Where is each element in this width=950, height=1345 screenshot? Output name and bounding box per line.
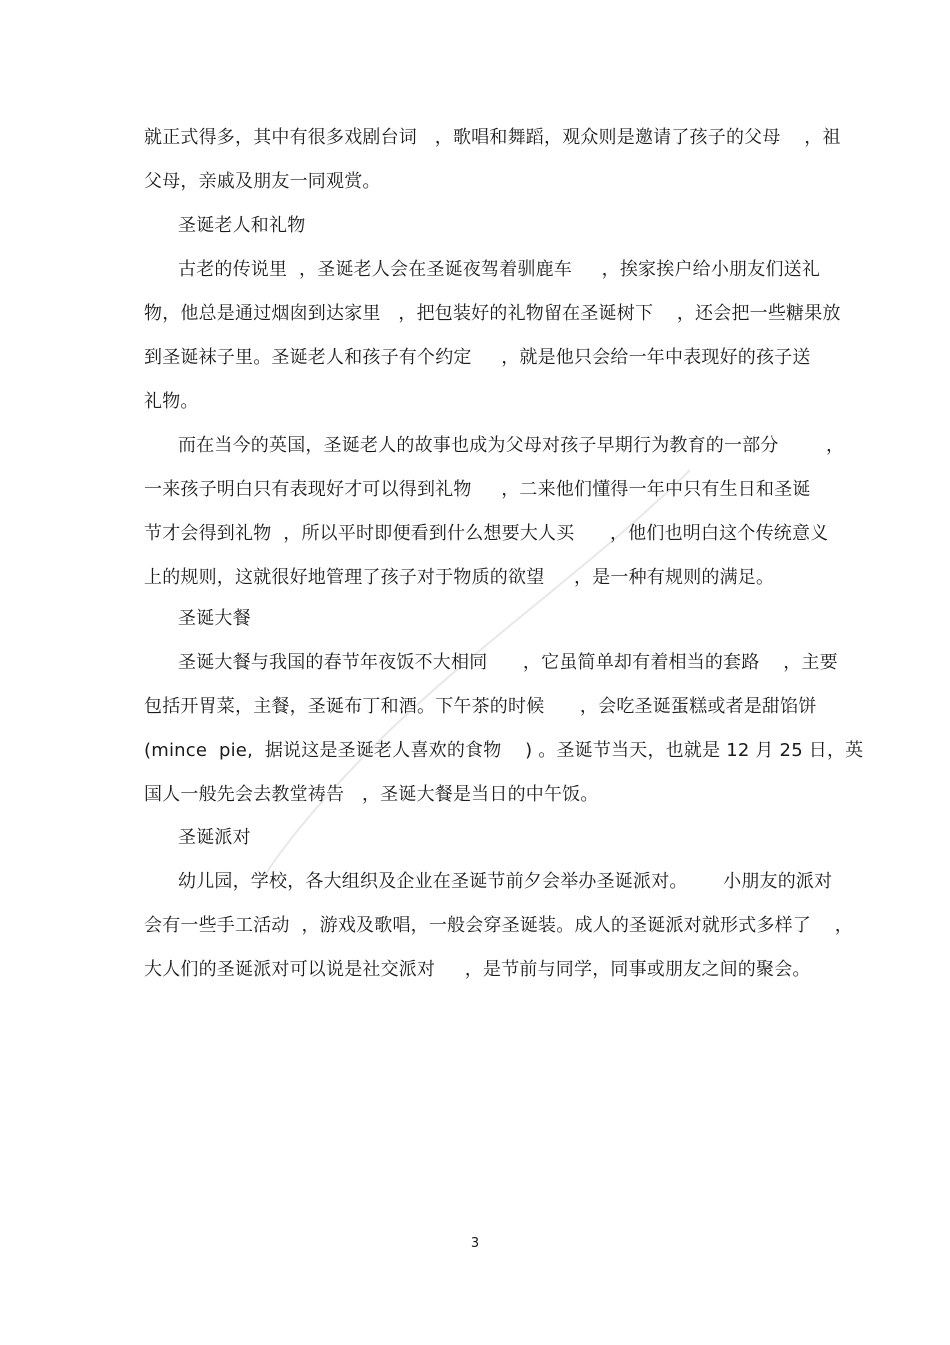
- page-number: 3: [470, 1236, 480, 1251]
- paragraph-line: 物，他总是通过烟囱到达家里 ，把包装好的礼物留在圣诞树下 ，还会把一些糖果放: [144, 303, 841, 324]
- paragraph-line: 上的规则，这就很好地管理了孩子对于物质的欲望 ，是一种有规则的满足。: [144, 567, 775, 588]
- paragraph-line: 古老的传说里 ，圣诞老人会在圣诞夜驾着驯鹿车 ，挨家挨户给小朋友们送礼: [178, 259, 821, 280]
- paragraph-line: (mince pie, 据说这是圣诞老人喜欢的食物 ) 。圣诞节当天，也就是 12 月 25 日，英: [144, 740, 864, 761]
- paragraph-line: 礼物。: [144, 391, 199, 412]
- paragraph-line: 国人一般先会去教堂祷告 ，圣诞大餐是当日的中午饭。: [144, 784, 599, 805]
- paragraph-line: 幼儿园，学校，各大组织及企业在圣诞节前夕会举办圣诞派对。 小朋友的派对: [178, 871, 833, 892]
- section-heading: 圣诞老人和礼物: [178, 215, 306, 236]
- paragraph-line: 而在当今的英国，圣诞老人的故事也成为父母对孩子早期行为教育的一部分 ，: [178, 435, 845, 456]
- paragraph-line: 一来孩子明白只有表现好才可以得到礼物 ，二来他们懂得一年中只有生日和圣诞: [144, 479, 811, 500]
- paragraph-line: 到圣诞袜子里。圣诞老人和孩子有个约定 ，就是他只会给一年中表现好的孩子送: [144, 347, 811, 368]
- paragraph-line: 父母，亲戚及朋友一同观赏。: [144, 171, 381, 192]
- paragraph-line: 会有一些手工活动 ，游戏及歌唱，一般会穿圣诞装。成人的圣诞派对就形式多样了 ，: [144, 915, 853, 936]
- paragraph-line: 包括开胃菜，主餐，圣诞布丁和酒。下午茶的时候 ，会吃圣诞蛋糕或者是甜馅饼: [144, 696, 817, 717]
- paragraph-line: 节才会得到礼物 ，所以平时即便看到什么想要大人买 ，他们也明白这个传统意义: [144, 523, 829, 544]
- section-heading: 圣诞大餐: [178, 608, 251, 629]
- paragraph-line: 就正式得多，其中有很多戏剧台词 ，歌唱和舞蹈，观众则是邀请了孩子的父母 ，祖: [144, 127, 841, 148]
- paragraph-line: 大人们的圣诞派对可以说是社交派对 ，是节前与同学，同事或朋友之间的聚会。: [144, 959, 811, 980]
- section-heading: 圣诞派对: [178, 827, 251, 848]
- paragraph-line: 圣诞大餐与我国的春节年夜饭不大相同 ，它虽简单却有着相当的套路 ，主要: [178, 652, 838, 673]
